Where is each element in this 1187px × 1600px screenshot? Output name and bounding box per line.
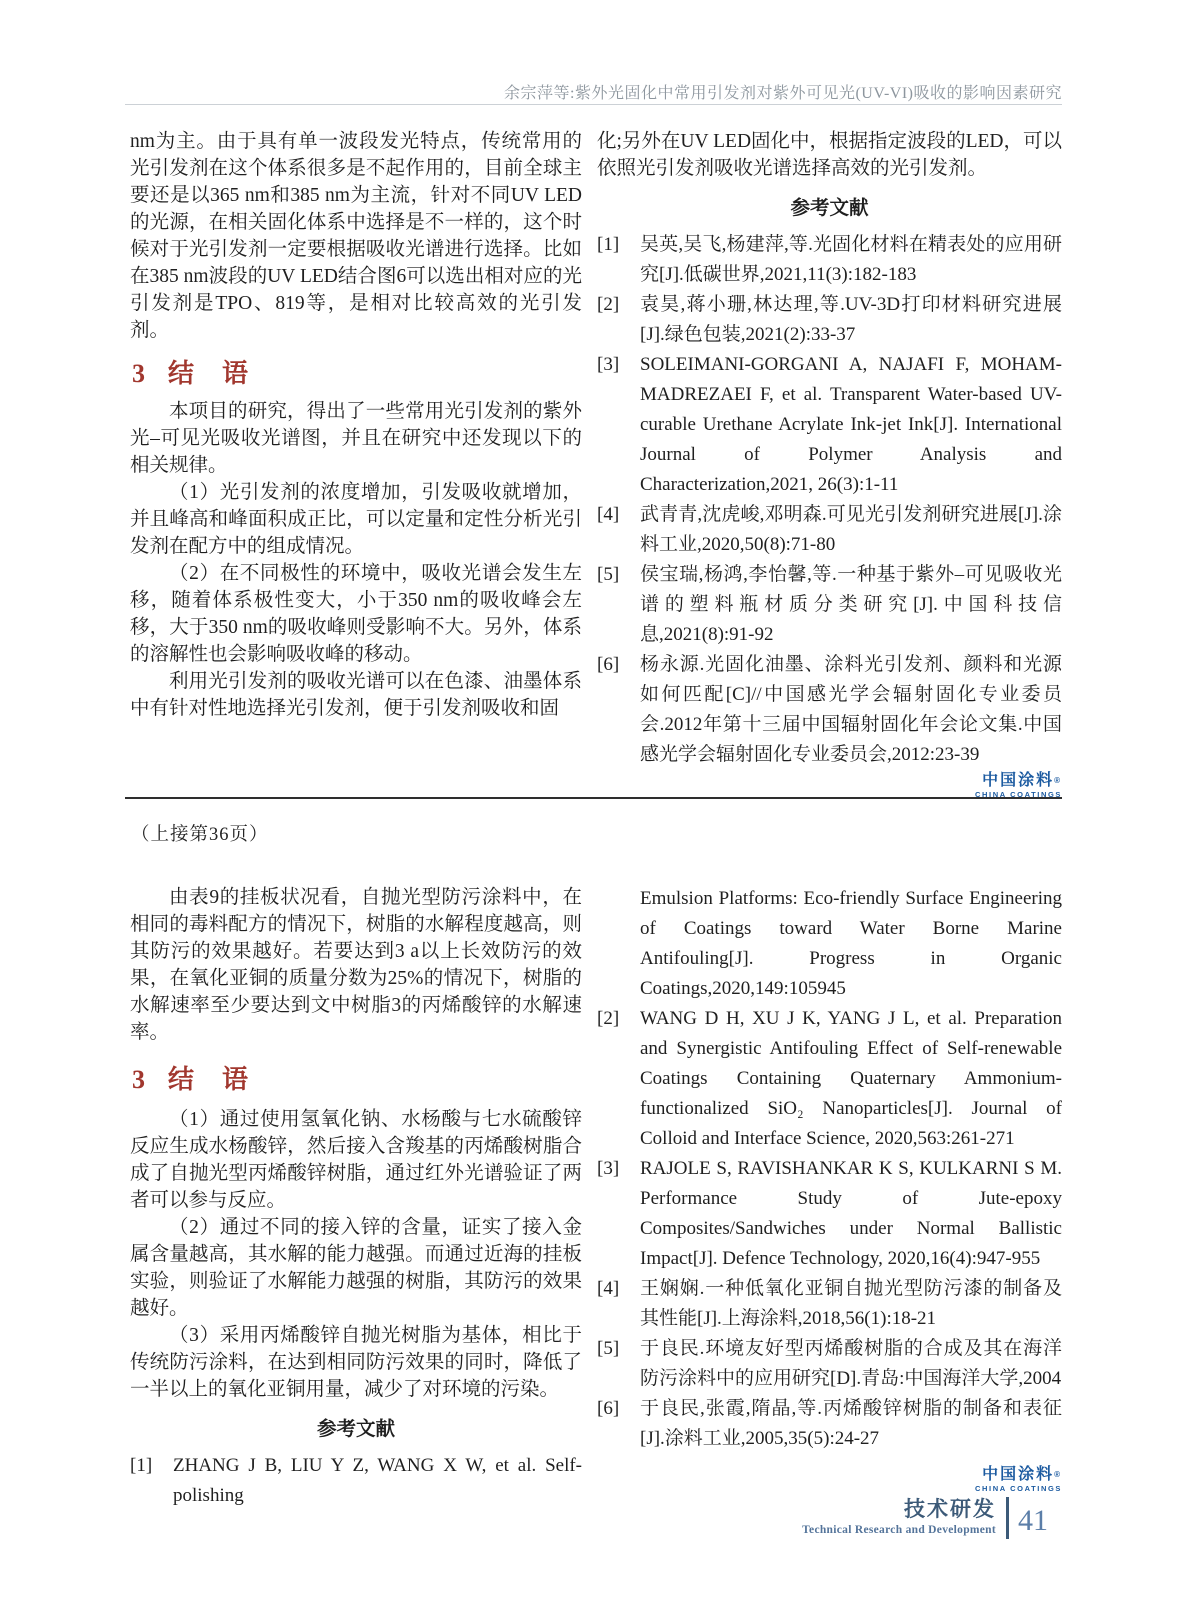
logo-english-text: CHINA COATINGS	[975, 1484, 1062, 1493]
body-paragraph: 化;另外在UV LED固化中，根据指定波段的LED，可以依照光引发剂吸收光谱选择高效的光引发剂。	[597, 131, 1062, 179]
reference-text: 于良民,张霞,隋晶,等.丙烯酸锌树脂的制备和表征[J].涂料工业,2005,35(5):24-27	[640, 1398, 1062, 1449]
reference-text: 武青青,沈虎峻,邓明森.可见光引发剂研究进展[J].涂料工业,2020,50(8):71-80	[640, 504, 1062, 555]
body-paragraph: nm为主。由于具有单一波段发光特点，传统常用的光引发剂在这个体系很多是不起作用的，目前全球主要还是以365 nm和385 nm为主流，针对不同UV LED的光源，在相关固化体系中选择是不一样的，这个时候对于光引发剂一定要根据吸收光谱进行选择。比如在385 nm波段的UV LED结合图6可以选出相对应的光引发剂是TPO、819等，是相对比较高效的光引发剂。	[130, 131, 582, 341]
section-title: 结 语	[168, 359, 250, 388]
header-rule	[125, 104, 1062, 105]
section-number: 3	[132, 1065, 146, 1094]
reference-text: 袁昊,蒋小珊,林达理,等.UV-3D打印材料研究进展[J].绿色包装,2021(2):33-37	[640, 294, 1062, 345]
reference-item	[597, 1274, 1062, 1334]
reference-number: [1]	[130, 1455, 153, 1476]
reference-text: RAJOLE S, RAVISHANKAR K S, KULKARNI S M. Performance Study of Jute-epoxy Composites/Sandwiches under Normal Ballistic Impact[J]. Defence Technology, 2020,16(4):947-955	[640, 1158, 1062, 1269]
reference-text: 王娴娴.一种低氧化亚铜自抛光型防污漆的制备及其性能[J].上海涂料,2018,56(1):18-21	[640, 1278, 1062, 1329]
page-footer	[0, 1497, 1048, 1539]
reference-text: 吴英,吴飞,杨建萍,等.光固化材料在精表处的应用研究[J].低碳世界,2021,11(3):182-183	[640, 234, 1062, 285]
section-title: 结 语	[168, 1065, 250, 1094]
section-heading-conclusion	[132, 356, 582, 392]
reference-text: Emulsion Platforms: Eco-friendly Surface Engineering of Coatings toward Water Borne Marine Antifouling[J]. Progress in Organic Coatings,2020,149:105945	[640, 888, 1062, 999]
reference-number: [3]	[597, 1158, 620, 1179]
reference-text: SOLEIMANI-GORGANI A, NAJAFI F, MOHAM-MADREZAEI F, et al. Transparent Water-based UV-curable Urethane Acrylate Ink-jet Ink[J]. International Journal of Polymer Analysis and Characterization,2021, 26(3):1-11	[640, 354, 1062, 495]
reference-item	[597, 650, 1062, 770]
reference-number: [3]	[597, 354, 620, 375]
continuation-note: （上接第36页）	[131, 825, 269, 845]
reference-number: [2]	[597, 1008, 620, 1029]
article2-left-column	[130, 884, 582, 1511]
references-heading: 参考文献	[316, 1419, 395, 1440]
reference-item	[597, 350, 1062, 500]
reference-number: [4]	[597, 504, 620, 525]
reference-number: [1]	[597, 234, 620, 255]
reference-text: 于良民.环境友好型丙烯酸树脂的合成及其在海洋防污涂料中的应用研究[D].青岛:中国海洋大学,2004	[640, 1338, 1062, 1389]
reference-item	[597, 230, 1062, 290]
article2-right-column	[597, 884, 1062, 1494]
footer-divider-bar	[1006, 1497, 1009, 1539]
article1-right-column	[597, 128, 1062, 800]
china-coatings-logo	[597, 772, 1062, 800]
logo-english-text: CHINA COATINGS	[975, 790, 1062, 799]
body-paragraph: （1）通过使用氢氧化钠、水杨酸与七水硫酸锌反应生成水杨酸锌，然后接入含羧基的丙烯酸树脂合成了自抛光型丙烯酸锌树脂，通过红外光谱验证了两者可以参与反应。	[130, 1109, 582, 1211]
china-coatings-logo	[597, 1466, 1062, 1494]
running-head: 余宗萍等:紫外光固化中常用引发剂对紫外可见光(UV-VI)吸收的影响因素研究	[504, 85, 1062, 102]
reference-item-continuation	[597, 884, 1062, 1004]
reference-number: [5]	[597, 564, 620, 585]
reference-number: [5]	[597, 1338, 620, 1359]
reference-text: 杨永源.光固化油墨、涂料光引发剂、颜料和光源如何匹配[C]//中国感光学会辐射固化专业委员会.2012年第十三届中国辐射固化年会论文集.中国感光学会辐射固化专业委员会,2012:23-39	[640, 654, 1062, 765]
reference-item	[597, 1004, 1062, 1154]
section-number: 3	[132, 359, 146, 388]
body-paragraph: （1）光引发剂的浓度增加，引发吸收就增加，并且峰高和峰面积成正比，可以定量和定性分析光引发剂在配方中的组成情况。	[130, 482, 582, 557]
article1-left-column	[130, 128, 582, 722]
reference-text: ZHANG J B, LIU Y Z, WANG X W, et al. Self-polishing	[173, 1455, 582, 1506]
registered-mark: ®	[1054, 776, 1062, 785]
body-paragraph: 本项目的研究，得出了一些常用光引发剂的紫外光–可见光吸收光谱图，并且在研究中还发现以下的相关规律。	[130, 401, 582, 476]
reference-item	[597, 290, 1062, 350]
reference-item	[597, 1154, 1062, 1274]
logo-chinese-text: 中国涂料®	[982, 1466, 1062, 1483]
reference-number: [6]	[597, 654, 620, 675]
reference-item	[597, 560, 1062, 650]
body-paragraph: 利用光引发剂的吸收光谱可以在色漆、油墨体系中有针对性地选择光引发剂，便于引发剂吸收和固	[130, 671, 582, 719]
body-paragraph: 由表9的挂板状况看，自抛光型防污涂料中，在相同的毒料配方的情况下，树脂的水解程度越高，则其防污的效果越好。若要达到3 a以上长效防污的效果，在氧化亚铜的质量分数为25%的情况下，树脂的水解速率至少要达到文中树脂3的丙烯酸锌的水解速率。	[130, 887, 582, 1043]
reference-number	[597, 884, 640, 1004]
reference-number: [6]	[597, 1398, 620, 1419]
reference-number: [4]	[597, 1278, 620, 1299]
reference-number: [2]	[597, 294, 620, 315]
body-paragraph: （3）采用丙烯酸锌自抛光树脂为基体，相比于传统防污涂料，在达到相同防污效果的同时，降低了一半以上的氧化亚铜用量，减少了对环境的污染。	[130, 1325, 582, 1400]
page-number: 41	[1018, 1504, 1048, 1537]
reference-text: 侯宝瑞,杨鸿,李怡馨,等.一种基于紫外–可见吸收光谱的塑料瓶材质分类研究[J].中国科技信息,2021(8):91-92	[640, 564, 1062, 645]
reference-item	[597, 500, 1062, 560]
reference-item	[597, 1394, 1062, 1454]
body-paragraph: （2）通过不同的接入锌的含量，证实了接入金属含量越高，其水解的能力越强。而通过近海的挂板实验，则验证了水解能力越强的树脂，其防污的效果越好。	[130, 1217, 582, 1319]
references-heading: 参考文献	[790, 198, 869, 219]
footer-section-name: 技术研发	[904, 1498, 996, 1521]
section-heading-conclusion	[132, 1062, 582, 1098]
footer-section-name-english: Technical Research and Development	[802, 1524, 996, 1536]
reference-item	[597, 1334, 1062, 1394]
reference-text: WANG D H, XU J K, YANG J L, et al. Preparation and Synergistic Antifouling Effect of Self-renewable Coatings Containing Quaternary Ammonium-functionalized SiO₂ Nanoparticles[J]. Journal of Colloid and Interface Science, 2020,563:261-271	[640, 1008, 1062, 1149]
logo-chinese-text: 中国涂料®	[982, 772, 1062, 789]
article-divider-rule	[125, 797, 1062, 799]
body-paragraph: （2）在不同极性的环境中，吸收光谱会发生左移，随着体系极性变大，小于350 nm的吸收峰会左移，大于350 nm的吸收峰则受影响不大。另外，体系的溶解性也会影响吸收峰的移动。	[130, 563, 582, 665]
registered-mark: ®	[1054, 1470, 1062, 1479]
